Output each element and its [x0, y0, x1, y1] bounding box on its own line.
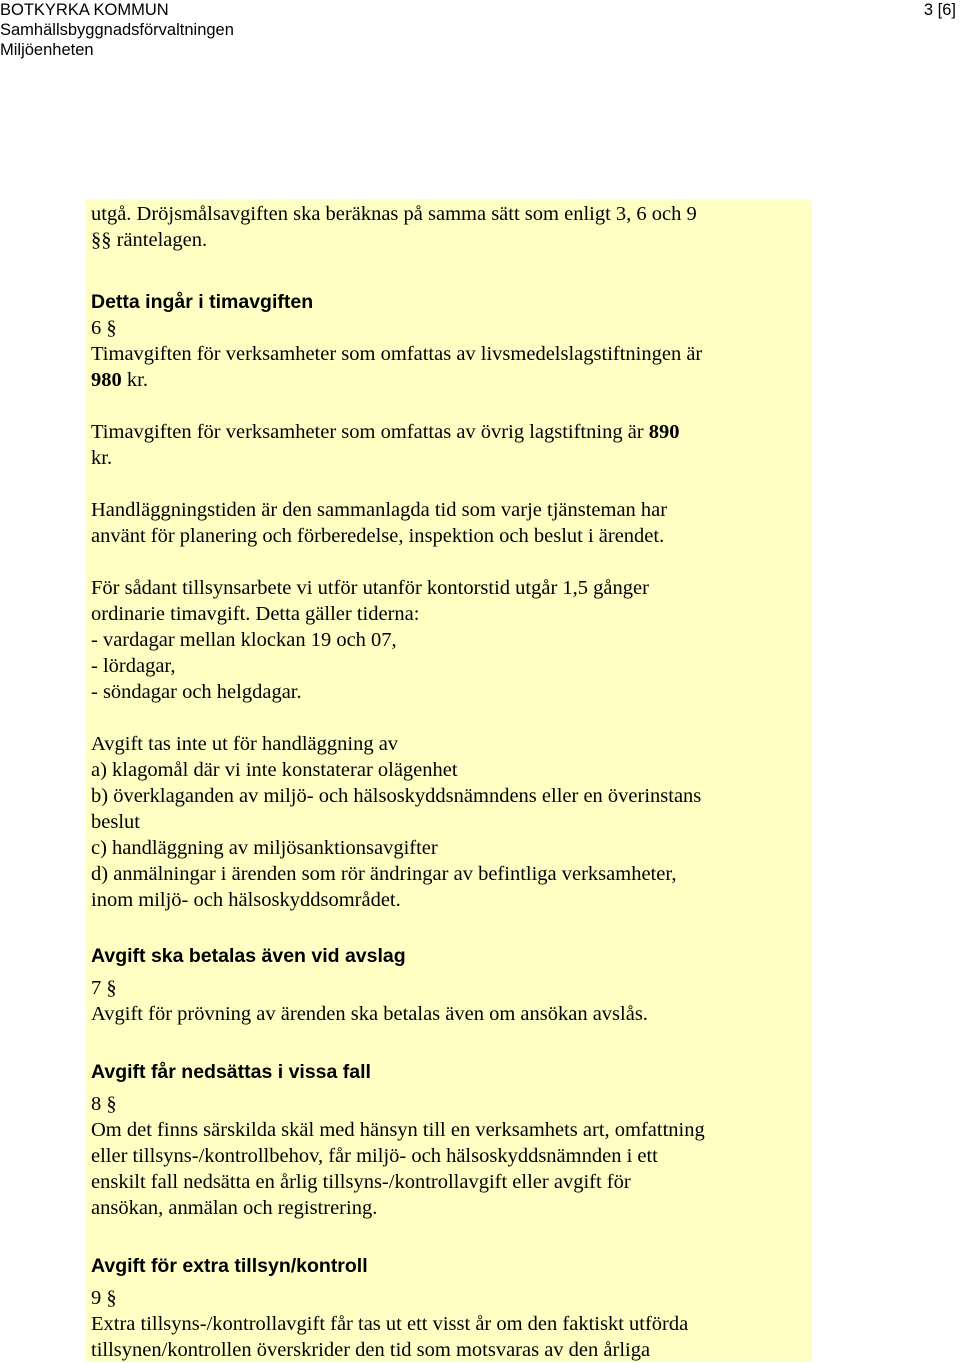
- section-heading: Avgift ska betalas även vid avslag: [91, 945, 406, 967]
- text-fragment: Timavgiften för verksamheter som omfattas av övrig lagstiftning är: [91, 421, 649, 443]
- list-item: inom miljö- och hälsoskyddsområdet.: [91, 889, 401, 911]
- text-line: eller tillsyns-/kontrollbehov, får miljö- och hälsoskyddsnämnden i ett: [91, 1145, 658, 1167]
- text-line: [91, 367, 812, 393]
- text-line: använt för planering och förberedelse, inspektion och beslut i ärendet.: [91, 525, 665, 547]
- section-heading: Avgift får nedsättas i vissa fall: [91, 1061, 371, 1083]
- text-line: Avgift för prövning av ärenden ska betalas även om ansökan avslås.: [91, 1003, 648, 1025]
- list-item: - vardagar mellan klockan 19 och 07,: [91, 629, 397, 651]
- text-line: Om det finns särskilda skäl med hänsyn till en verksamhets art, omfattning: [91, 1119, 705, 1141]
- paragraph-number: 8 §: [91, 1093, 117, 1115]
- text-line: Extra tillsyns-/kontrollavgift får tas ut ett visst år om den faktiskt utförda: [91, 1313, 689, 1335]
- text-line: tillsynen/kontrollen överskrider den tid som motsvaras av den årliga: [91, 1339, 651, 1361]
- text-line: För sådant tillsynsarbete vi utför utanför kontorstid utgår 1,5 gånger: [91, 577, 649, 599]
- document-header: [0, 0, 234, 60]
- text-line: §§ räntelagen.: [91, 229, 208, 251]
- unit-name: Miljöenheten: [0, 41, 94, 59]
- text-line: ansökan, anmälan och registrering.: [91, 1197, 378, 1219]
- fee-amount: 890: [648, 421, 680, 443]
- text-line: enskilt fall nedsätta en årlig tillsyns-/kontrollavgift eller avgift för: [91, 1171, 631, 1193]
- text-line: kr.: [91, 447, 113, 469]
- paragraph-number: 9 §: [91, 1287, 117, 1309]
- list-item: - lördagar,: [91, 655, 176, 677]
- text-line: ordinarie timavgift. Detta gäller tiderna:: [91, 603, 420, 625]
- org-name: BOTKYRKA KOMMUN: [0, 1, 169, 19]
- section-heading: Detta ingår i timavgiften: [91, 291, 314, 313]
- text-line: utgå. Dröjsmålsavgiften ska beräknas på samma sätt som enligt 3, 6 och 9: [91, 203, 697, 225]
- text-line: Handläggningstiden är den sammanlagda tid som varje tjänsteman har: [91, 499, 668, 521]
- list-item: d) anmälningar i ärenden som rör ändringar av befintliga verksamheter,: [91, 863, 677, 885]
- list-item: b) överklaganden av miljö- och hälsoskyddsnämndens eller en överinstans: [91, 785, 702, 807]
- department-name: Samhällsbyggnadsförvaltningen: [0, 21, 234, 39]
- page-number: 3 [6]: [923, 1, 956, 19]
- list-item: a) klagomål där vi inte konstaterar olägenhet: [91, 759, 458, 781]
- list-item: c) handläggning av miljösanktionsavgifter: [91, 837, 438, 859]
- list-item: - söndagar och helgdagar.: [91, 681, 302, 703]
- text-line: [91, 419, 812, 445]
- section-heading: Avgift för extra tillsyn/kontroll: [91, 1255, 368, 1277]
- text-fragment: kr.: [121, 369, 148, 391]
- list-item: beslut: [91, 811, 140, 833]
- fee-amount: 980: [91, 369, 122, 391]
- text-line: Timavgiften för verksamheter som omfattas av livsmedelslagstiftningen är: [91, 343, 703, 365]
- paragraph-number: 6 §: [91, 317, 117, 339]
- document-body: [86, 199, 812, 1362]
- text-line: Avgift tas inte ut för handläggning av: [91, 733, 399, 755]
- paragraph-number: 7 §: [91, 977, 117, 999]
